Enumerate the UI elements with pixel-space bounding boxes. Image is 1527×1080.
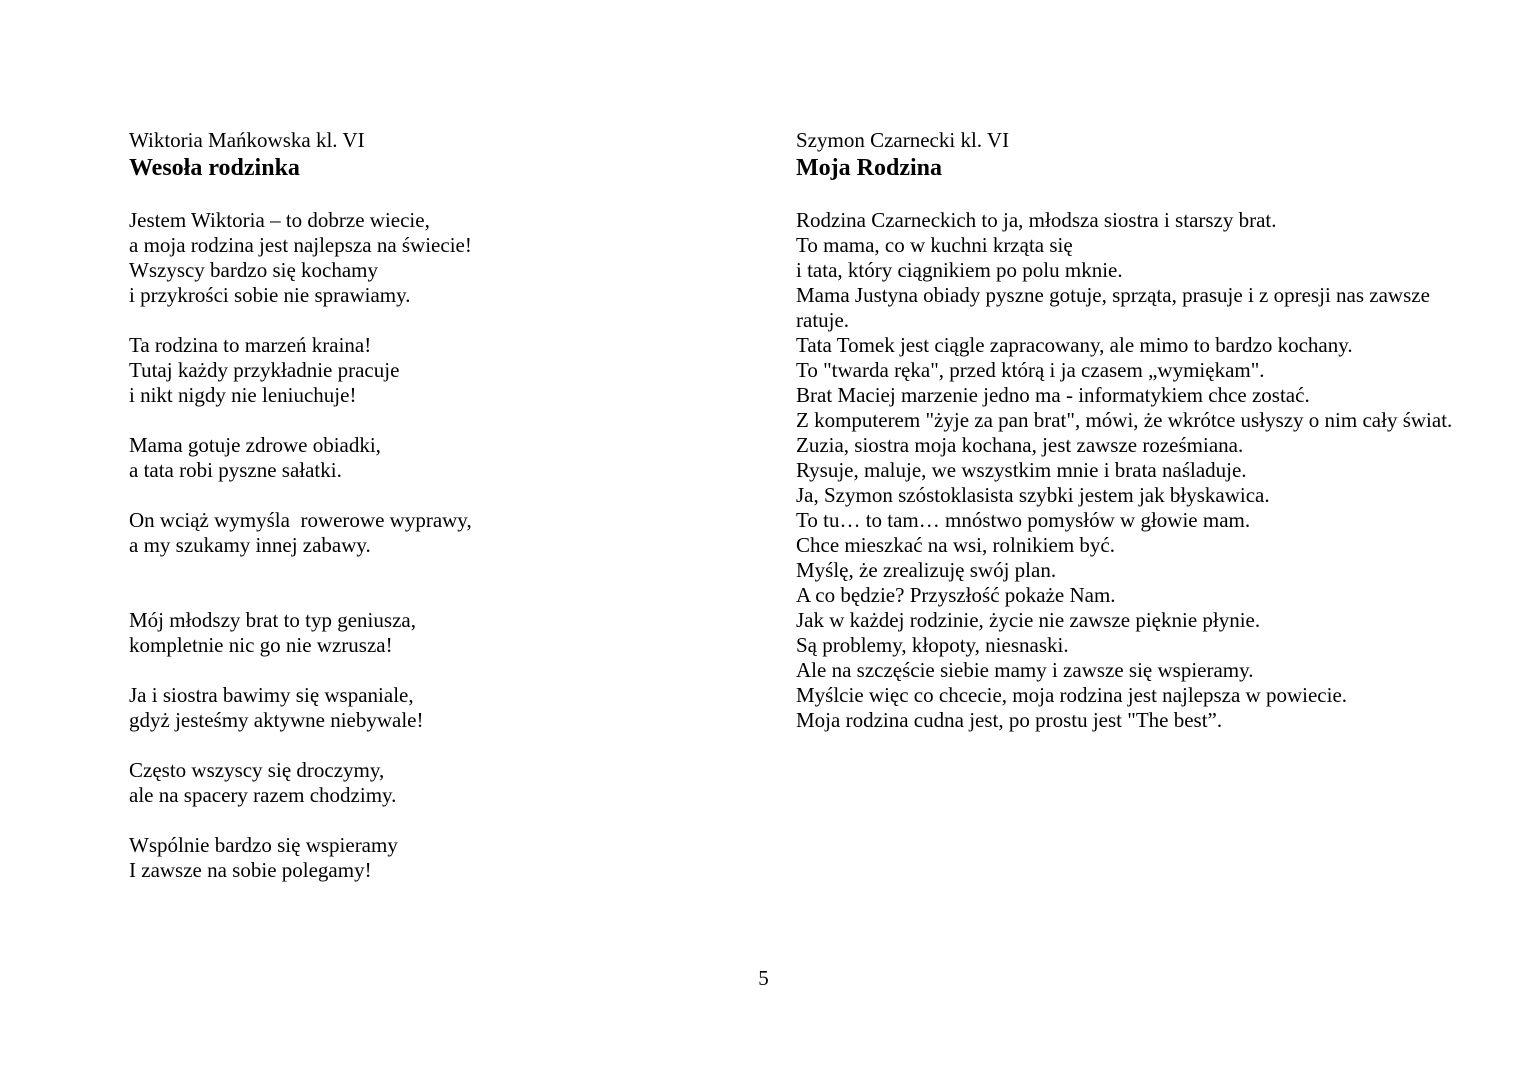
poem-line: a moja rodzina jest najlepsza na świecie! <box>129 233 472 257</box>
left-poem-title: Wesoła rodzinka <box>129 155 300 181</box>
poem-line: Rodzina Czarneckich to ja, młodsza siostra i starszy brat. <box>796 208 1277 232</box>
right-poem-author: Szymon Czarnecki kl. VI <box>796 128 1010 152</box>
page-number: 5 <box>758 966 769 990</box>
poem-line: Wszyscy bardzo się kochamy <box>129 258 378 282</box>
poem-line: Rysuje, maluje, we wszystkim mnie i brata naśladuje. <box>796 458 1247 482</box>
poem-line: i nikt nigdy nie leniuchuje! <box>129 383 357 407</box>
poem-line: Ale na szczęście siebie mamy i zawsze się wspieramy. <box>796 658 1254 682</box>
poem-line: ale na spacery razem chodzimy. <box>129 783 397 807</box>
poem-line: To mama, co w kuchni krząta się <box>796 233 1073 257</box>
stanza-1 <box>129 208 729 308</box>
poem-line: Są problemy, kłopoty, niesnaski. <box>796 633 1069 657</box>
poem-line: Myślę, że zrealizuję swój plan. <box>796 558 1057 582</box>
right-poem <box>796 128 1476 733</box>
poem-line: To "twarda ręka", przed którą i ja czasem „wymiękam". <box>796 358 1265 382</box>
poem-line: gdyż jesteśmy aktywne niebywale! <box>129 708 424 732</box>
stanza-6 <box>129 683 729 733</box>
poem-line: i przykrości sobie nie sprawiamy. <box>129 283 411 307</box>
poem-line: Zuzia, siostra moja kochana, jest zawsze roześmiana. <box>796 433 1244 457</box>
poem-line: a tata robi pyszne sałatki. <box>129 458 342 482</box>
poem-line: Myślcie więc co chcecie, moja rodzina jest najlepsza w powiecie. <box>796 683 1348 707</box>
poem-line: A co będzie? Przyszłość pokaże Nam. <box>796 583 1116 607</box>
poem-line: Jak w każdej rodzinie, życie nie zawsze pięknie płynie. <box>796 608 1261 632</box>
stanza-4 <box>129 508 729 558</box>
poem-line: Brat Maciej marzenie jedno ma - informatykiem chce zostać. <box>796 383 1310 407</box>
poem-line: a my szukamy innej zabawy. <box>129 533 371 557</box>
poem-line: Z komputerem "żyje za pan brat", mówi, że wkrótce usłyszy o nim cały świat. <box>796 408 1453 432</box>
right-poem-body <box>796 208 1476 733</box>
poem-line: kompletnie nic go nie wzrusza! <box>129 633 393 657</box>
poem-line: Mama Justyna obiady pyszne gotuje, sprząta, prasuje i z opresji nas zawsze ratuje. <box>796 283 1430 332</box>
poem-line: On wciąż wymyśla rowerowe wyprawy, <box>129 508 472 532</box>
poem-line: Mój młodszy brat to typ geniusza, <box>129 608 416 632</box>
stanza-2 <box>129 333 729 408</box>
poem-line: Moja rodzina cudna jest, po prostu jest "The best”. <box>796 708 1223 732</box>
poem-line: Wspólnie bardzo się wspieramy <box>129 833 398 857</box>
poem-line: Jestem Wiktoria – to dobrze wiecie, <box>129 208 430 232</box>
poem-line: Tutaj każdy przykładnie pracuje <box>129 358 400 382</box>
poem-line: Chce mieszkać na wsi, rolnikiem być. <box>796 533 1115 557</box>
stanza-3 <box>129 433 729 483</box>
poem-line: Mama gotuje zdrowe obiadki, <box>129 433 381 457</box>
poem-line: Często wszyscy się droczymy, <box>129 758 385 782</box>
left-poem-author: Wiktoria Mańkowska kl. VI <box>129 128 365 152</box>
poem-line: Tata Tomek jest ciągle zapracowany, ale mimo to bardzo kochany. <box>796 333 1353 357</box>
right-poem-title: Moja Rodzina <box>796 155 942 181</box>
stanza-7 <box>129 758 729 808</box>
poem-line: Ja, Szymon szóstoklasista szybki jestem jak błyskawica. <box>796 483 1270 507</box>
left-poem <box>129 128 729 908</box>
stanza-5 <box>129 608 729 658</box>
poem-line: i tata, który ciągnikiem po polu mknie. <box>796 258 1123 282</box>
poem-line: Ta rodzina to marzeń kraina! <box>129 333 372 357</box>
poem-line: To tu… to tam… mnóstwo pomysłów w głowie mam. <box>796 508 1251 532</box>
poem-line: I zawsze na sobie polegamy! <box>129 858 372 882</box>
poem-line: Ja i siostra bawimy się wspaniale, <box>129 683 414 707</box>
stanza-8 <box>129 833 729 883</box>
